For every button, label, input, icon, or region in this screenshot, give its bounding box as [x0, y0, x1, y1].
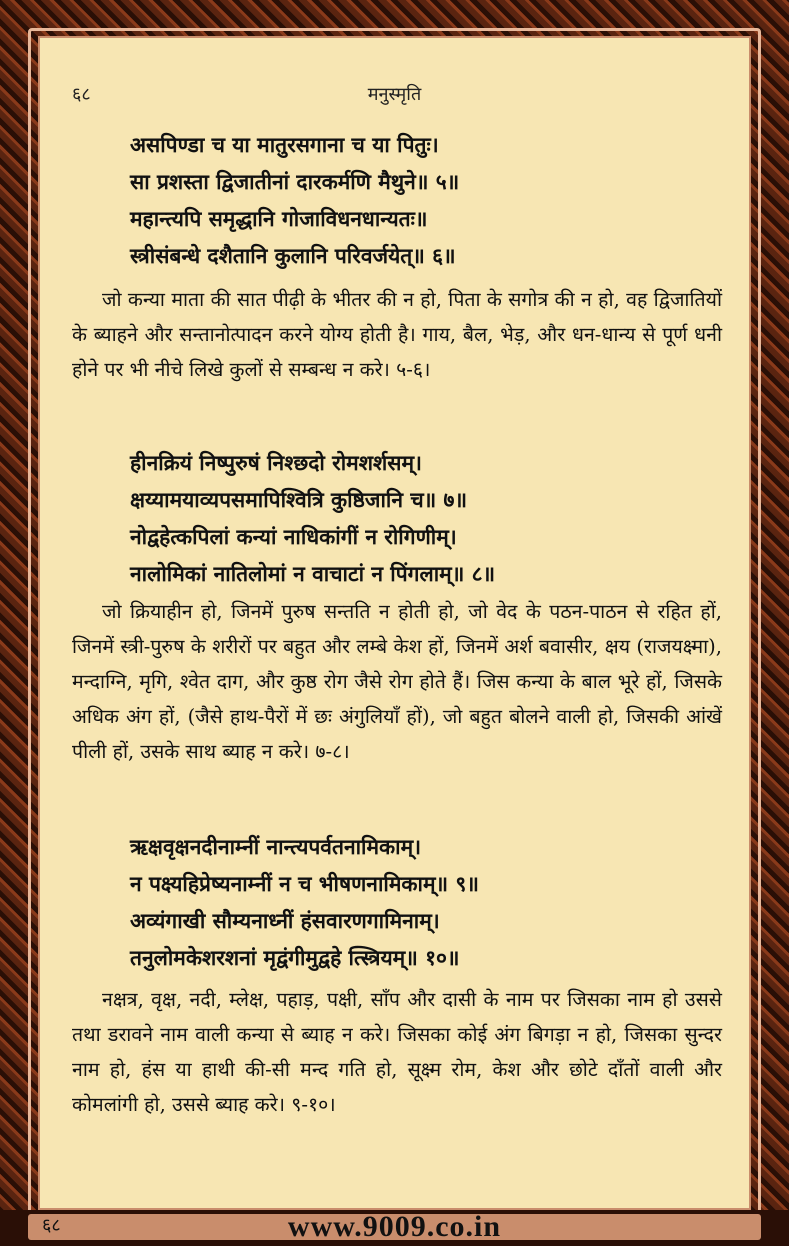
verse-block-9-10: [130, 828, 690, 976]
verse-line: ऋक्षवृक्षनदीनाम्नीं नान्त्यपर्वतनामिकाम्।: [130, 834, 422, 859]
verse-line: हीनक्रियं निष्पुरुषं निश्छदो रोमशर्शसम्।: [130, 450, 422, 475]
verse-line: स्त्रीसंबन्धे दशैतानि कुलानि परिवर्जयेत्॥ ६॥: [130, 243, 456, 268]
footer-page-number: ६८: [42, 1215, 61, 1236]
website-watermark[interactable]: www.9009.co.in: [287, 1210, 502, 1243]
verse-line: असपिण्डा च या मातुरसगाना च या पितुः।: [130, 132, 439, 157]
verse-block-5-6: [130, 126, 690, 274]
page-number: ६८: [72, 84, 91, 105]
translation-9-10: [72, 982, 722, 1122]
verse-line: तनुलोमकेशरशनां मृद्वंगीमुद्वहे त्स्त्रियम्॥ १०॥: [130, 945, 460, 970]
verse-line: महान्त्यपि समृद्धानि गोजाविधनधान्यतः॥: [130, 206, 428, 231]
verse-line: अव्यंगाखी सौम्यनाध्नीं हंसवारणगामिनाम्।: [130, 908, 440, 933]
verse-line: नालोमिकां नातिलोमां न वाचाटां न पिंगलाम्॥ ८॥: [130, 561, 496, 586]
translation-paragraph: जो कन्या माता की सात पीढ़ी के भीतर की न हो, पिता के सगोत्र की न हो, वह द्विजातियों के ब्याहने और सन्तानोत्पादन करने योग्य होती है। गाय, बैल, भेड़, और धन-धान्य से पूर्ण धनी होने पर भी नीचे लिखे कुलों से सम्बन्ध न करे। ५-६।: [72, 288, 722, 381]
translation-5-6: [72, 282, 722, 387]
page: [38, 36, 751, 1210]
verse-line: क्षय्यामयाव्यपसमापिश्वित्रि कुष्ठिजानि च॥ ७॥: [130, 487, 468, 512]
verse-block-7-8: [130, 444, 690, 592]
translation-paragraph: नक्षत्र, वृक्ष, नदी, म्लेक्ष, पहाड़, पक्षी, साँप और दासी के नाम पर जिसका नाम हो उससे तथा डरावने नाम वाली कन्या से ब्याह न करे। जिसका कोई अंग बिगड़ा न हो, जिसका सुन्दर नाम हो, हंस या हाथी की-सी मन्द गति हो, सूक्ष्म रोम, केश और छोटे दाँतों वाली और कोमलांगी हो, उससे ब्याह करे। ९-१०।: [72, 988, 722, 1116]
translation-paragraph: जो क्रियाहीन हो, जिनमें पुरुष सन्तति न होती हो, जो वेद के पठन-पाठन से रहित हों, जिनमें स्त्री-पुरुष के शरीरों पर बहुत और लम्बे केश हों, जिनमें अर्श बवासीर, क्षय (राजयक्ष्मा), मन्दाग्नि, मृगि, श्वेत दाग, और कुष्ठ रोग जैसे रोग होते हैं। जिस कन्या के बाल भूरे हों, जिसके अधिक अंग हों, (जैसे हाथ-पैरों में छः अंगुलियाँ हों), जो बहुत बोलने वाली हो, जिसकी आंखें पीली हों, उसके साथ ब्याह न करे। ७-८।: [72, 600, 722, 763]
verse-line: सा प्रशस्ता द्विजातीनां दारकर्मणि मैथुने॥ ५॥: [130, 169, 460, 194]
translation-7-8: [72, 594, 722, 769]
running-title: मनुस्मृति: [367, 84, 422, 105]
verse-line: नोद्वहेत्कपिलां कन्यां नाधिकांगीं न रोगिणीम्।: [130, 524, 457, 549]
verse-line: न पक्ष्यहिप्रेष्यनाम्नीं न च भीषणनामिकाम्॥ ९॥: [130, 871, 479, 896]
